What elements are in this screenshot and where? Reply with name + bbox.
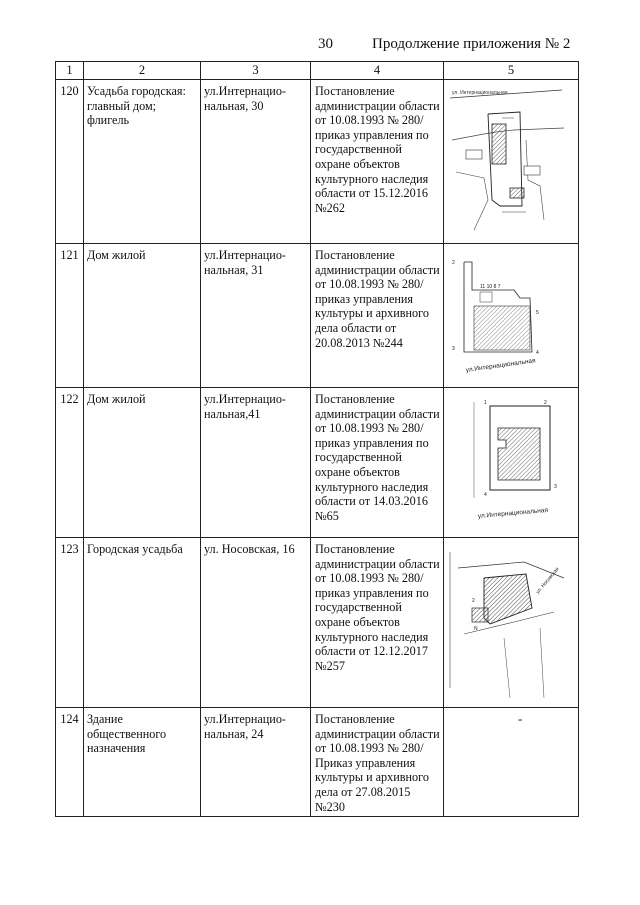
legal-document: Постановление администрации области от 10.08.1993 № 280/Приказ управления культуры и архивного дела от 27.08.2015 №230 — [311, 708, 444, 817]
svg-text:5: 5 — [536, 310, 539, 316]
object-address: ул. Носовская, 16 — [201, 538, 311, 708]
appendix-title: Продолжение приложения № 2 — [372, 36, 571, 52]
column-header: 5 — [444, 62, 579, 80]
legal-document: Постановление администрации области от 10.08.1993 № 280/приказ управления по государственной охране объектов культурного наследия области от 14.03.2016 №65 — [311, 388, 444, 538]
column-header: 4 — [311, 62, 444, 80]
column-header: 1 — [56, 62, 84, 80]
row-number: 123 — [56, 538, 84, 708]
table-row — [56, 80, 579, 244]
table-row — [56, 708, 579, 817]
column-header-row — [56, 62, 579, 80]
page-number: 30 — [318, 36, 333, 52]
plan-street-label: ул. Носовская — [534, 566, 561, 596]
svg-text:3: 3 — [554, 484, 557, 490]
svg-text:3: 3 — [452, 346, 455, 352]
table-row — [56, 388, 579, 538]
object-name: Дом жилой — [84, 244, 201, 388]
plan-street-label: ул.Интернациональная — [465, 357, 536, 374]
legal-document: Постановление администрации области от 10.08.1993 № 280/приказ управления по государственной охране объектов культурного наследия области от 12.12.2017 №257 — [311, 538, 444, 708]
row-number: 124 — [56, 708, 84, 817]
site-plan-cell — [444, 538, 579, 708]
table-row — [56, 244, 579, 388]
svg-text:2: 2 — [452, 260, 455, 266]
site-plan-drawing — [444, 244, 577, 388]
site-plan-cell — [444, 244, 579, 388]
svg-text:4: 4 — [484, 492, 487, 498]
object-name: Здание общественного назначения — [84, 708, 201, 817]
plan-street-label: ул.Интернациональная — [477, 506, 549, 520]
svg-text:1: 1 — [484, 400, 487, 406]
monuments-table — [55, 61, 579, 817]
row-number: 121 — [56, 244, 84, 388]
object-name: Усадьба городская: главный дом; флигель — [84, 80, 201, 244]
svg-text:N: N — [474, 626, 478, 632]
object-address: ул.Интернацио-нальная,41 — [201, 388, 311, 538]
site-plan-cell — [444, 708, 579, 817]
svg-text:4: 4 — [536, 350, 539, 356]
row-number: 122 — [56, 388, 84, 538]
object-address: ул.Интернацио-нальная, 24 — [201, 708, 311, 817]
site-plan-cell — [444, 80, 579, 244]
site-plan-drawing — [444, 80, 577, 244]
site-plan-cell — [444, 388, 579, 538]
object-address: ул.Интернацио-нальная, 31 — [201, 244, 311, 388]
svg-text:2: 2 — [472, 598, 475, 604]
legal-document: Постановление администрации области от 10.08.1993 № 280/приказ управления культуры и архивного дела области от 20.08.2013 №244 — [311, 244, 444, 388]
legal-document: Постановление администрации области от 10.08.1993 № 280/приказ управления по государственной охране объектов культурного наследия области от 15.12.2016 №262 — [311, 80, 444, 244]
plan-street-label: ул. Интернациональная — [452, 90, 508, 96]
object-name: Городская усадьба — [84, 538, 201, 708]
table-row — [56, 538, 579, 708]
no-plan-placeholder: - — [518, 711, 523, 726]
column-header: 2 — [84, 62, 201, 80]
site-plan-drawing — [444, 388, 577, 538]
row-number: 120 — [56, 80, 84, 244]
svg-text:11 10 8 7: 11 10 8 7 — [480, 284, 501, 290]
object-name: Дом жилой — [84, 388, 201, 538]
page-header — [0, 36, 640, 58]
svg-text:2: 2 — [544, 400, 547, 406]
column-header: 3 — [201, 62, 311, 80]
site-plan-drawing — [444, 538, 577, 708]
object-address: ул.Интернацио-нальная, 30 — [201, 80, 311, 244]
